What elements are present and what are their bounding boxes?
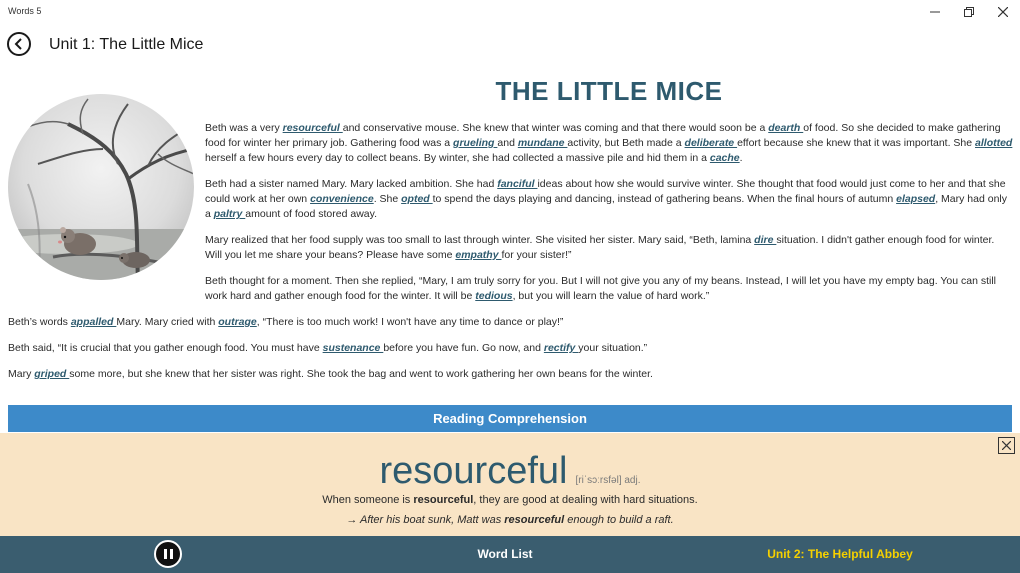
arrow-icon: → [346, 514, 358, 526]
example-text: enough to build a raft. [564, 514, 674, 526]
vocab-word-link[interactable]: cache [709, 152, 740, 164]
chevron-left-icon [13, 38, 25, 50]
title-bar [0, 0, 1020, 24]
story-paragraph: Mary realized that her food supply was too small to last through winter. She visited her sister. Mary said, “Beth, lamina dire situation. I didn't gather enough food for winter. Will you let me share your beans? Please have some empathy for your sister!” [205, 234, 995, 261]
story-paragraph: Beth thought for a moment. Then she replied, “Mary, I am truly sorry for you. But I will not give you any of my beans. Instead, I will let you have my empty bag. You can still work hard and gather enough food for the winter. It will be tedious, but you will learn the value of hard work.” [205, 275, 996, 302]
restore-icon [964, 7, 974, 17]
close-window-button[interactable] [988, 2, 1018, 22]
vocab-word-link[interactable]: paltry [213, 208, 246, 220]
word-list-button[interactable]: Word List [477, 547, 533, 561]
definition-pronunciation: [riˈsɔːrsfəl] adj. [575, 475, 641, 486]
story-paragraph: Beth was a very resourceful and conservative mouse. She knew that winter was coming and that there would soon be a dearth of food. So she decided to make gathering food for winter her primary job. Gathering food was a grueling and mundane activity, but Beth made a deliberate effort because she knew that it was important. She allotted herself a few hours every day to collect beans. By winter, she had collected a massive pile and hid them in a cache. [205, 122, 1013, 164]
unit-title: Unit 1: The Little Mice [49, 36, 204, 53]
pause-icon-bar [170, 549, 173, 559]
vocab-word-link[interactable]: griped [34, 368, 70, 380]
vocab-word-link[interactable]: rectify [543, 342, 579, 354]
story-title: THE LITTLE MICE [495, 76, 723, 106]
vocab-word-link[interactable]: convenience [310, 193, 374, 205]
vocab-word-link[interactable]: tedious [475, 290, 513, 302]
vocab-word-link[interactable]: resourceful [282, 122, 343, 134]
definition-heading [0, 450, 1020, 493]
vocab-word-link[interactable]: empathy [455, 249, 502, 261]
vocab-word-link[interactable]: grueling [453, 137, 498, 149]
vocab-word-link[interactable]: dire [754, 234, 777, 246]
vocab-word-link[interactable]: appalled [70, 316, 117, 328]
page-header [0, 28, 1020, 64]
vocab-word-link[interactable]: fanciful [497, 178, 538, 190]
restore-button[interactable] [954, 2, 984, 22]
pause-icon-bar [164, 549, 167, 559]
story-paragraph: Beth said, “It is crucial that you gather enough food. You must have sustenance before you have fun. Go now, and rectify your situation.” [8, 342, 648, 354]
vocab-word-link[interactable]: deliberate [684, 137, 738, 149]
mice-illustration [8, 94, 194, 280]
definition-example [0, 514, 1020, 526]
reading-comprehension-button[interactable]: Reading Comprehension [8, 405, 1012, 432]
vocab-word-link[interactable]: allotted [975, 137, 1013, 149]
example-word: resourceful [504, 514, 565, 526]
vocab-word-link[interactable]: dearth [768, 122, 804, 134]
story-paragraph: Beth had a sister named Mary. Mary lacked ambition. She had fanciful ideas about how she would survive winter. She thought that food would just come to her and that she could work at her own convenience. She opted to spend the days playing and dancing, instead of gathering beans. When the final hours of autumn elapsed, Mary had only a paltry amount of food stored away. [205, 178, 1008, 220]
story-illustration [8, 94, 194, 280]
vocab-word-link[interactable]: outrage [218, 316, 257, 328]
definition-meaning [0, 494, 1020, 506]
definition-word: resourceful [379, 450, 568, 492]
close-icon [998, 7, 1008, 17]
meaning-text: , they are good at dealing with hard situations. [473, 494, 698, 506]
next-unit-button[interactable]: Unit 2: The Helpful Abbey [767, 547, 913, 561]
back-button[interactable] [7, 32, 31, 56]
vocab-word-link[interactable]: mundane [517, 137, 568, 149]
close-icon [1002, 441, 1011, 450]
vocab-word-link[interactable]: opted [401, 193, 433, 205]
minimize-icon [930, 7, 940, 17]
app-name: Words 5 [8, 6, 42, 16]
vocab-word-link[interactable]: sustenance [322, 342, 384, 354]
meaning-word: resourceful [413, 494, 474, 506]
minimize-button[interactable] [920, 2, 950, 22]
pause-button[interactable] [154, 540, 182, 568]
vocab-word-link[interactable]: elapsed [896, 193, 936, 205]
example-text: After his boat sunk, Matt was [357, 514, 505, 526]
story-paragraph: Mary griped some more, but she knew that her sister was right. She took the bag and went to work gathering her own beans for the winter. [8, 368, 653, 380]
story-paragraph: Beth’s words appalled Mary. Mary cried with outrage, “There is too much work! I won't have any time to dance or play!” [8, 316, 564, 328]
meaning-text: When someone is [322, 494, 414, 506]
